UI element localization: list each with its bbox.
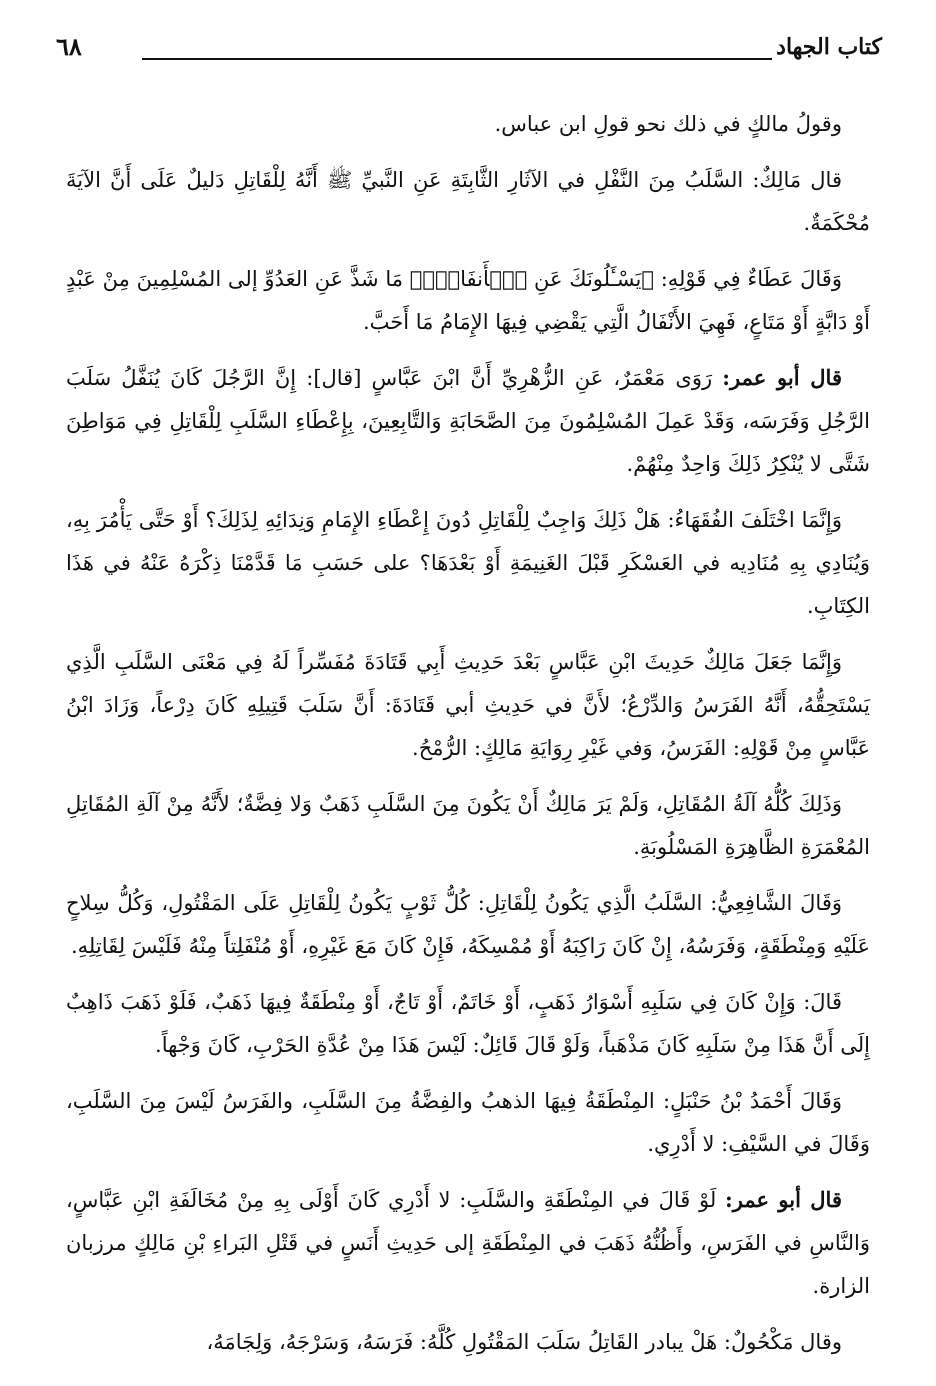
paragraph-text: رَوَى مَعْمَرٌ، عَنِ الزُّهْرِيِّ أَنَّ ابْنَ عَبَّاسٍ [قال]: إِنَّ الرَّجُلَ كَانَ يُنَفَّلُ سَلَبَ الرَّجُلِ وَفَرَسَه، وَقَدْ عَمِلَ المُسْلِمُونَ مِنَ الصَّحَابَةِ وَالتَّابِعِينَ، بِإِعْطَاءِ السَّلَبِ لِلْقَاتِلِ فِي مَوَاطِنَ شَتَّى لا يُنْكِرُ ذَلِكَ وَاحِدٌ مِنْهُمْ. (66, 366, 870, 476)
page-body (66, 102, 870, 1366)
paragraph-text: وقولُ مالكٍ في ذلك نحو قولِ ابن عباس. (494, 112, 842, 136)
paragraph-text: لَوْ قَالَ في المِنْطَقَةِ والسَّلَبِ: لا أَدْرِي كَانَ أَوْلَى بِهِ مِنْ مُخَالَفَةِ ابْنِ عَبَّاسٍ، وَالنَّاسِ في الفَرَسِ، وأَظُنُّهُ ذَهَبَ في المِنْطَقَةِ إلى حَدِيثِ أَنَسٍ في قَتْلِ البَراءِ بْنِ مَالِكٍ مرزبان الزارة. (66, 1188, 870, 1298)
header-rule (142, 58, 772, 60)
paragraph (66, 158, 870, 245)
running-title: كتاب الجهاد (776, 34, 882, 60)
paragraph-text: وَذَلِكَ كُلُّهُ آلَةُ المُقَاتِلِ، وَلَمْ يَرَ مَالِكٌ أَنْ يَكُونَ مِنَ السَّلَبِ ذَهَبٌ وَلا فِضَّةٌ؛ لأَنَّهُ مِنْ آلَةِ المُقَاتِلِ المُعْمَرَةِ الظَّاهِرَةِ المَسْلُوبَةِ. (66, 792, 870, 859)
paragraph (66, 1079, 870, 1166)
paragraph-text: وَإِنَّمَا اخْتَلَفَ الفُقَهَاءُ: هَلْ ذَلِكَ وَاجِبٌ لِلْقَاتِلِ دُونَ إِعْطَاءِ الإِمَامِ وَنِدَائِهِ لِذَلِكَ؟ أَوْ حَتَّى يَأْمُرَ بِهِ، وَيُنَادِي بِهِ مُنَادِيه في العَسْكَرِ قَبْلَ الغَنِيمَةِ أَوْ بَعْدَهَا؟ على حَسَبِ مَا قَدَّمْنَا ذِكْرَهُ عَنْهُ في هَذَا الكِتَابِ. (66, 508, 870, 618)
page-number: ٦٨ (56, 32, 82, 61)
paragraph (66, 881, 870, 968)
paragraph-lead: قال أبو عمر: (722, 365, 842, 390)
paragraph (66, 1178, 870, 1308)
paragraph (66, 782, 870, 869)
paragraph-text: وَقَالَ الشَّافِعِيُّ: السَّلَبُ الَّذِي يَكُونُ لِلْقَاتِلِ: كُلُّ ثَوْبٍ يَكُونُ لِلْقَاتِلِ عَلَى المَقْتُولِ، وَكُلُّ سِلاحٍ عَلَيْهِ وَمِنْطَقَةٍ، وَفَرَسُهُ، إِنْ كَانَ رَاكِبَهُ أَوْ مُمْسِكَهُ، فَإِنْ كَانَ مَعَ غَيْرِهِ، أَوْ مُنْفَلِتاً مِنْهُ فَلَيْسَ لِقَاتِلِهِ. (66, 891, 870, 958)
paragraph-text: وَقَالَ أَحْمَدُ بْنُ حَنْبَلٍ: المِنْطَقَةُ فِيهَا الذهبُ والفِضَّةُ مِنَ السَّلَبِ، والفَرَسُ لَيْسَ مِنَ السَّلَبِ، وَقَالَ في السَّيْفِ: لا أَدْرِي. (66, 1089, 870, 1156)
paragraph (66, 1320, 870, 1364)
paragraph (66, 980, 870, 1067)
paragraph (66, 102, 870, 146)
paragraph (66, 640, 870, 770)
paragraph-lead: قال أبو عمر: (725, 1187, 842, 1212)
paragraph (66, 257, 870, 344)
paragraph (66, 498, 870, 628)
paragraph (66, 356, 870, 486)
paragraph-text: وَقَالَ عَطَاءٌ فِي قَوْلِهِ: ﴿يَسْـَٔلُونَكَ عَنِ ٱلۡأَنفَالِۖ﴾ مَا شَذَّ عَنِ العَدُوِّ إلى المُسْلِمِينَ مِنْ عَبْدٍ أَوْ دَابَّةٍ أَوْ مَتَاعٍ، فَهِيَ الأَنْفَالُ الَّتِي يَقْضِي فِيهَا الإِمَامُ مَا أَحَبَّ. (66, 267, 870, 334)
paragraph-text: قال مَالِكٌ: السَّلَبُ مِنَ النَّفْلِ في الآثَارِ الثَّابِتَةِ عَنِ النَّبيِّ ﷺ أَنَّهُ لِلْقَاتِلِ دَليلٌ عَلَى أَنَّ الآيَةَ مُحْكَمَةٌ. (66, 168, 870, 235)
paragraph-text: قَالَ: وَإِنْ كَانَ فِي سَلَبِهِ أَسْوَارُ ذَهَبٍ، أَوْ خَاتَمٌ، أَوْ تَاجٌ، أَوْ مِنْطَقَةٌ فِيهَا ذَهَبٌ، فَلَوْ ذَهَبَ ذَاهِبٌ إِلَى أَنَّ هَذَا مِنْ سَلَبِهِ كَانَ مَذْهَباً، وَلَوْ قَالَ قَائِلٌ: لَيْسَ هَذَا مِنْ عُدَّةِ الحَرْبِ، كَانَ وَجْهاً. (66, 990, 870, 1057)
paragraph-text: وقال مَكْحُولٌ: هَلْ يبادر القَاتِلُ سَلَبَ المَقْتُولِ كُلَّهُ: فَرَسَهُ، وَسَرْجَهُ، وَلِجَامَهُ، (206, 1330, 842, 1354)
paragraph-text: وَإِنَّمَا جَعَلَ مَالِكٌ حَدِيثَ ابْنِ عَبَّاسٍ بَعْدَ حَدِيثِ أَبِي قَتَادَةَ مُفَسِّراً لَهُ فِي مَعْنَى السَّلَبِ الَّذِي يَسْتَحِقُّهُ، أَنَّهُ الفَرَسُ وَالدِّرْعُ؛ لأَنَّ في حَدِيثِ أبي قَتَادَةَ: أَنَّ سَلَبَ قَتِيلِهِ كَانَ دِرْعاً، وَزَادَ ابْنُ عَبَّاسٍ مِنْ قَوْلِهِ: الفَرَسُ، وَفي غَيْرِ رِوَايَةِ مَالِكٍ: الرُّمْحُ. (66, 650, 870, 760)
page-header (46, 28, 890, 72)
